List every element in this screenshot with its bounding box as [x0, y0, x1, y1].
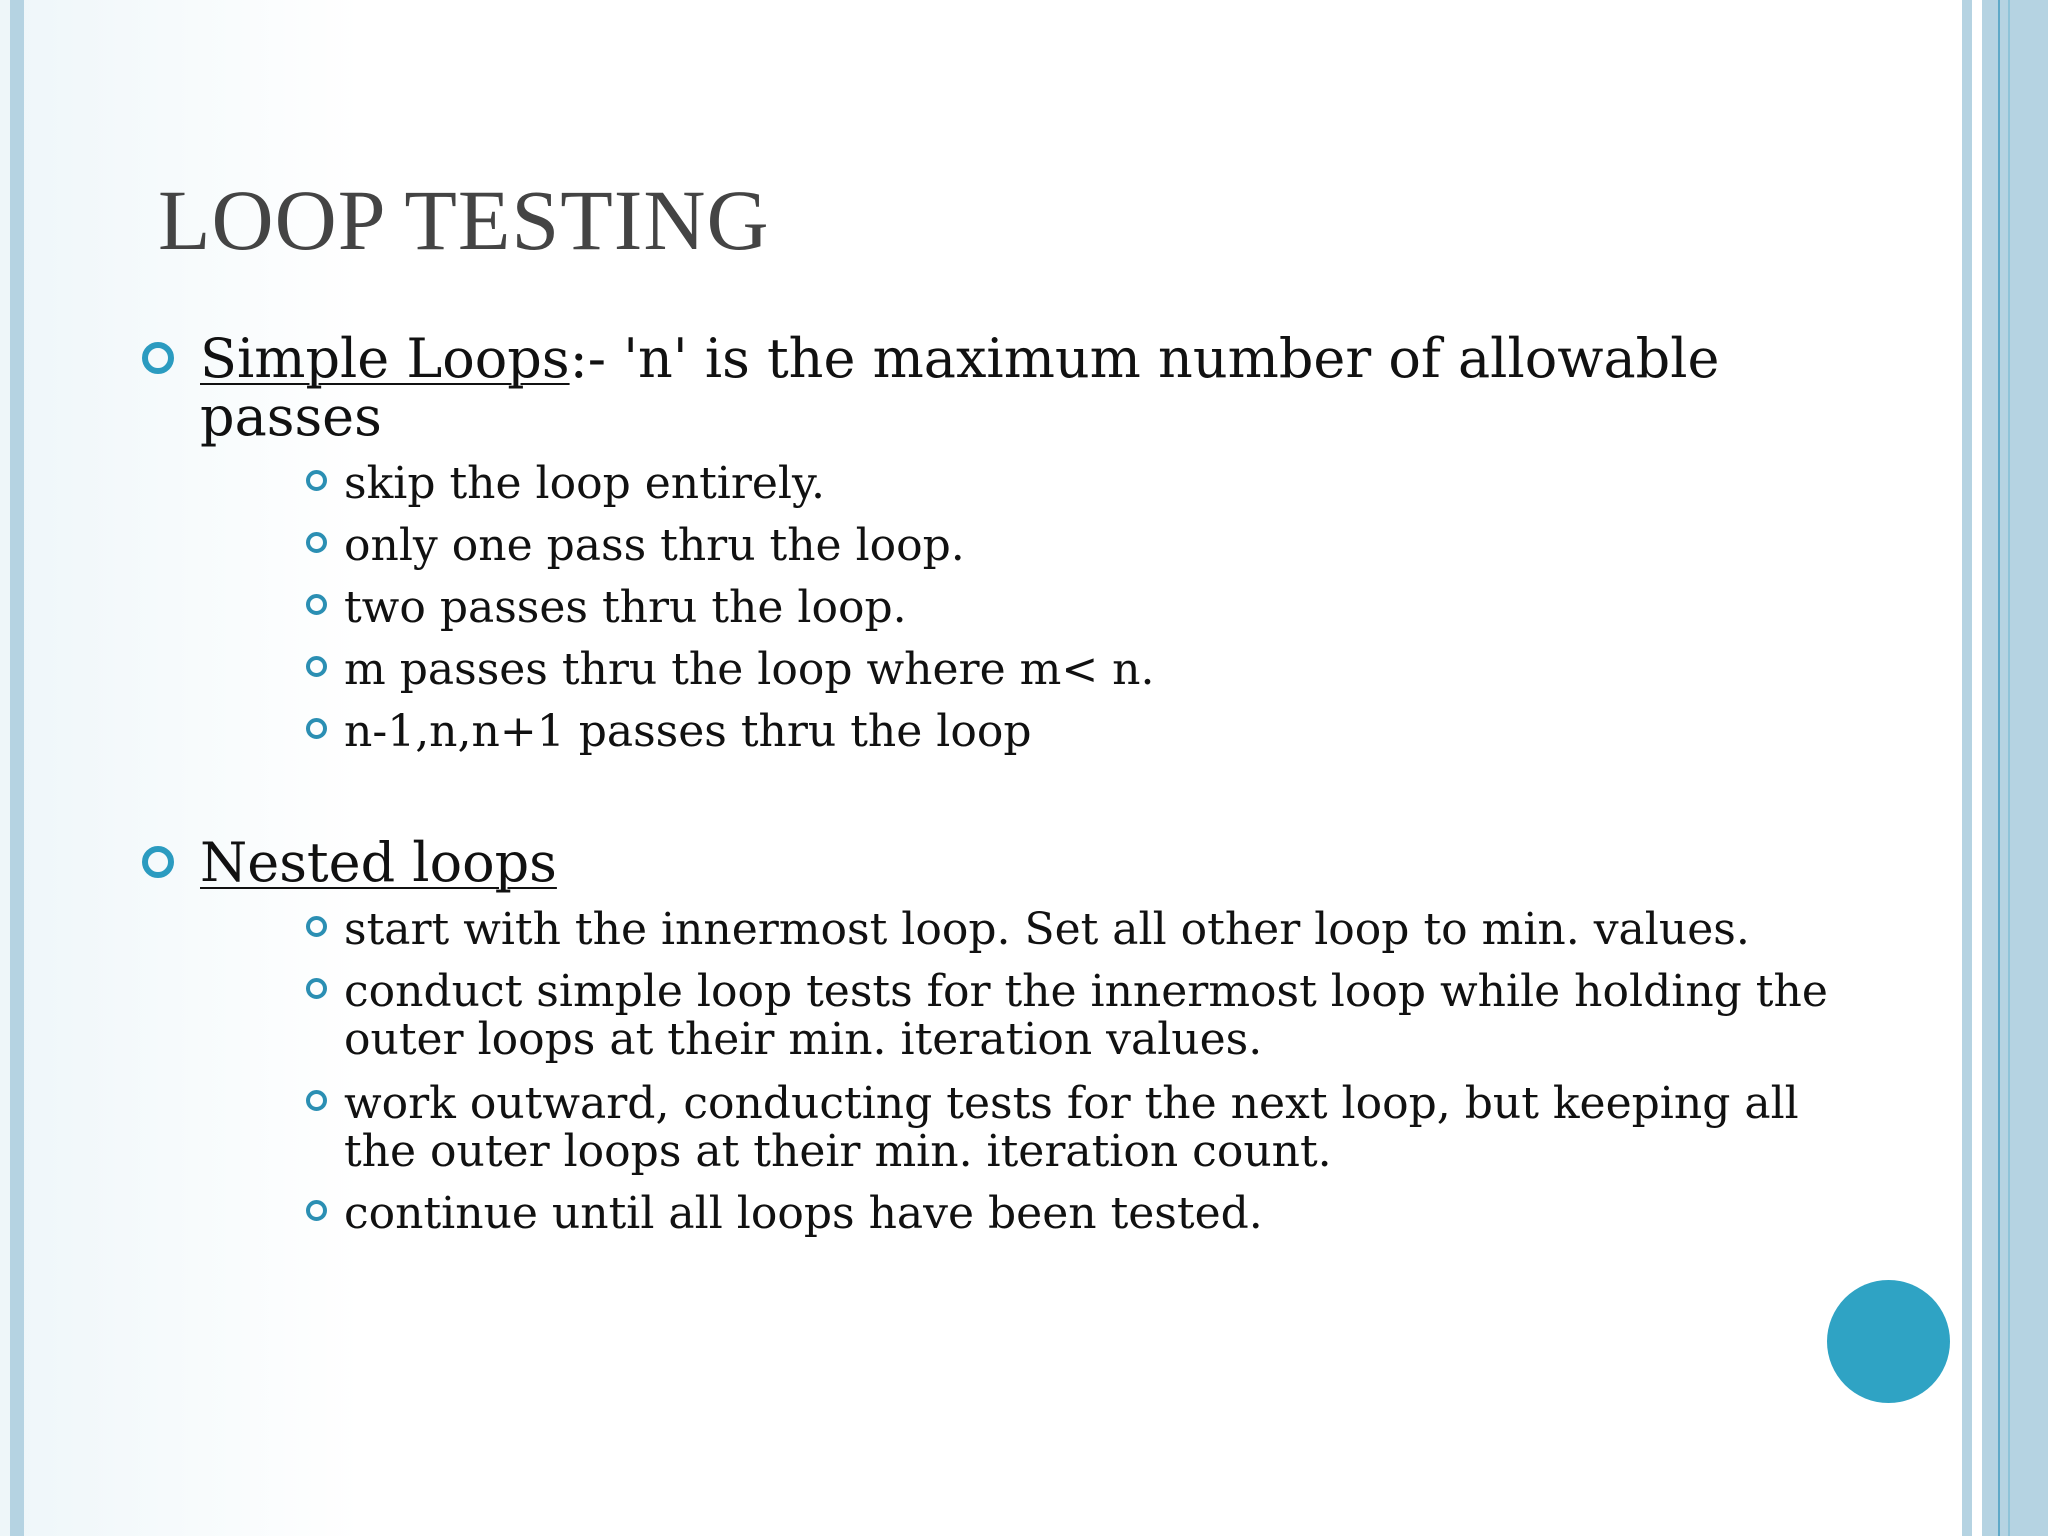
circle-bullet-icon — [306, 978, 327, 999]
list-item-continuation — [344, 1016, 1924, 1064]
section-heading: Nested loops — [200, 831, 557, 894]
list-item-text: two passes thru the loop. — [344, 582, 907, 633]
list-item-text: only one pass thru the loop. — [344, 520, 965, 571]
list-item-continuation — [344, 1128, 1924, 1176]
list-item — [344, 708, 1924, 756]
list-item — [344, 1190, 1924, 1238]
circle-bullet-icon — [306, 594, 327, 615]
list-item-text: work outward, conducting tests for the next loop, but keeping all — [344, 1078, 1799, 1129]
right-border-strip-thin — [1962, 0, 1972, 1536]
list-item-text: skip the loop entirely. — [344, 458, 825, 509]
circle-bullet-icon — [142, 342, 174, 374]
circle-bullet-icon — [306, 1090, 327, 1111]
bullet-nested-loops — [200, 831, 1760, 894]
list-item — [344, 584, 1924, 632]
left-border-strip — [10, 0, 24, 1536]
circle-bullet-icon — [306, 532, 327, 553]
circle-bullet-icon — [306, 1200, 327, 1221]
section-heading: Simple Loops — [200, 327, 570, 390]
right-border-strip-wide — [1982, 0, 2048, 1536]
right-border-line — [1998, 0, 2000, 1536]
list-item-text: m passes thru the loop where m< n. — [344, 644, 1155, 695]
circle-bullet-icon — [306, 656, 327, 677]
bullet-simple-loops — [200, 327, 1760, 448]
right-border-line — [2008, 0, 2010, 1536]
list-item — [344, 646, 1924, 694]
list-item-text: start with the innermost loop. Set all other loop to min. values. — [344, 904, 1750, 955]
list-item-text: n-1,n,n+1 passes thru the loop — [344, 706, 1032, 757]
list-item — [344, 522, 1924, 570]
section-heading-suffix: :- 'n' is the maximum number of allowable passes — [200, 327, 1720, 448]
list-item-text: continue until all loops have been tested. — [344, 1188, 1263, 1239]
list-item — [344, 906, 1924, 954]
circle-bullet-icon — [306, 916, 327, 937]
list-item — [344, 460, 1924, 508]
slide-title: LOOP TESTING — [158, 172, 770, 268]
circle-bullet-icon — [306, 470, 327, 491]
accent-circle-icon — [1827, 1280, 1950, 1403]
list-item — [344, 968, 1924, 1016]
list-item-text: the outer loops at their min. iteration count. — [344, 1126, 1332, 1177]
list-item-text: conduct simple loop tests for the innermost loop while holding the — [344, 966, 1828, 1017]
list-item — [344, 1080, 1924, 1128]
list-item-text: outer loops at their min. iteration values. — [344, 1014, 1263, 1065]
circle-bullet-icon — [142, 846, 174, 878]
circle-bullet-icon — [306, 718, 327, 739]
